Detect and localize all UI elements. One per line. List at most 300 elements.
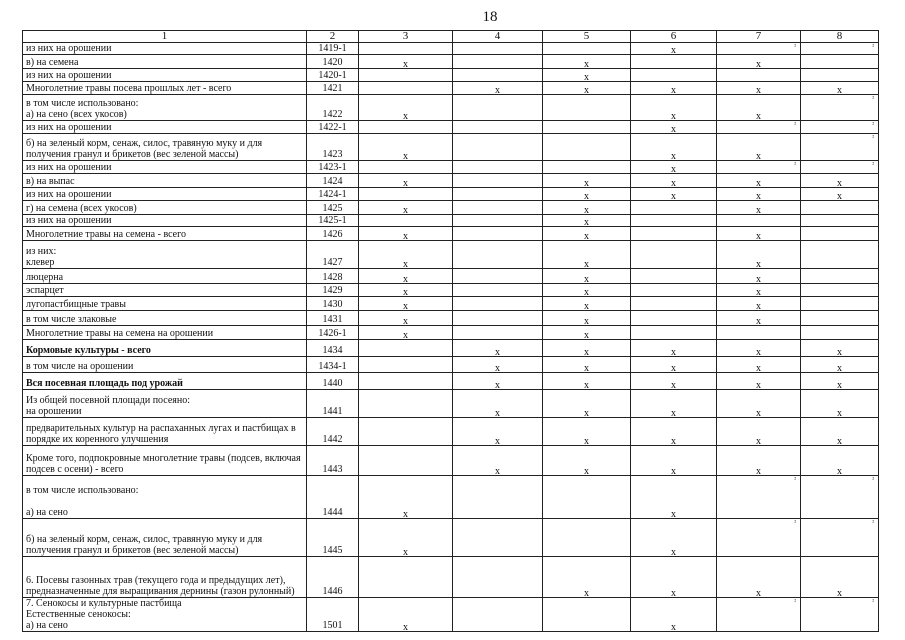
row-name: из них на орошении: [23, 121, 307, 134]
cell-col-6: [631, 161, 717, 174]
x-mark: x: [756, 301, 761, 311]
row-name: б) на зеленый корм, сенаж, силос, травяную муку и для получения гранул и брикетов (вес зеленой массы): [23, 519, 307, 557]
cell-col-3: [359, 121, 453, 134]
cell-col-7: [717, 95, 801, 121]
cell-col-3: [359, 269, 453, 284]
table-row: [23, 357, 879, 373]
row-name: Многолетние травы посева прошлых лет - всего: [23, 82, 307, 95]
row-code: 1421: [307, 82, 359, 95]
table-row: [23, 55, 879, 69]
x-mark: x: [495, 436, 500, 446]
column-header: 8: [801, 31, 879, 43]
x-mark: x: [837, 347, 842, 357]
cell-col-8: [801, 43, 879, 55]
x-mark: x: [403, 178, 408, 188]
row-code: 1431: [307, 311, 359, 326]
row-name: Многолетние травы на семена - всего: [23, 227, 307, 241]
row-name: из них: клевер: [23, 241, 307, 269]
cell-col-5: [543, 95, 631, 121]
cell-col-7: [717, 390, 801, 418]
header-row: [23, 31, 879, 43]
cell-col-3: [359, 82, 453, 95]
x-mark: x: [837, 380, 842, 390]
x-mark: x: [584, 466, 589, 476]
cell-col-8: [801, 188, 879, 201]
x-mark: x: [584, 85, 589, 95]
x-mark: x: [584, 287, 589, 297]
cell-col-4: [453, 55, 543, 69]
row-name: в том числе на орошении: [23, 357, 307, 373]
cell-col-8: [801, 95, 879, 121]
cell-col-7: [717, 201, 801, 215]
x-mark: x: [584, 217, 589, 227]
row-name: предварительных культур на распаханных лугах и пастбищах в порядке их коренного улучшения: [23, 418, 307, 446]
cell-col-7: [717, 188, 801, 201]
row-code: 1429: [307, 284, 359, 297]
cell-col-7: [717, 373, 801, 390]
table-row: [23, 519, 879, 557]
cell-col-4: [453, 598, 543, 632]
cell-col-6: [631, 598, 717, 632]
x-mark: x: [671, 622, 676, 632]
cell-col-5: [543, 418, 631, 446]
cell-col-6: [631, 557, 717, 598]
x-mark: x: [584, 301, 589, 311]
row-name: Многолетние травы на семена на орошении: [23, 326, 307, 340]
cell-col-7: [717, 326, 801, 340]
cell-col-7: [717, 269, 801, 284]
x-mark: x: [584, 178, 589, 188]
footnote-mark: ²: [872, 122, 874, 128]
x-mark: x: [671, 164, 676, 174]
row-code: 1423: [307, 134, 359, 161]
cell-col-3: [359, 161, 453, 174]
cell-col-4: [453, 446, 543, 476]
footnote-mark: ²: [872, 520, 874, 526]
cell-col-7: [717, 241, 801, 269]
cell-col-5: [543, 121, 631, 134]
cell-col-4: [453, 188, 543, 201]
x-mark: x: [495, 380, 500, 390]
cell-col-7: [717, 357, 801, 373]
x-mark: x: [756, 191, 761, 201]
column-header: 4: [453, 31, 543, 43]
table-row: [23, 227, 879, 241]
x-mark: x: [495, 408, 500, 418]
cell-col-4: [453, 476, 543, 519]
table-row: [23, 269, 879, 284]
cell-col-5: [543, 134, 631, 161]
x-mark: x: [756, 466, 761, 476]
x-mark: x: [671, 85, 676, 95]
cell-col-5: [543, 284, 631, 297]
cell-col-8: [801, 357, 879, 373]
cell-col-4: [453, 43, 543, 55]
x-mark: x: [756, 259, 761, 269]
cell-col-6: [631, 446, 717, 476]
cell-col-7: [717, 476, 801, 519]
cell-col-4: [453, 241, 543, 269]
cell-col-3: [359, 418, 453, 446]
cell-col-4: [453, 121, 543, 134]
x-mark: x: [403, 274, 408, 284]
x-mark: x: [756, 380, 761, 390]
row-code: 1422-1: [307, 121, 359, 134]
footnote-mark: ²: [794, 162, 796, 168]
cell-col-8: [801, 476, 879, 519]
cell-col-4: [453, 95, 543, 121]
x-mark: x: [756, 111, 761, 121]
row-code: 1426-1: [307, 326, 359, 340]
table-row: [23, 201, 879, 215]
x-mark: x: [837, 178, 842, 188]
x-mark: x: [403, 301, 408, 311]
cell-col-3: [359, 390, 453, 418]
x-mark: x: [837, 408, 842, 418]
cell-col-8: [801, 598, 879, 632]
cell-col-6: [631, 174, 717, 188]
row-name: люцерна: [23, 269, 307, 284]
row-name: из них на орошении: [23, 188, 307, 201]
x-mark: x: [837, 436, 842, 446]
cell-col-5: [543, 390, 631, 418]
table-row: [23, 161, 879, 174]
row-name: лугопастбищные травы: [23, 297, 307, 311]
column-header: 5: [543, 31, 631, 43]
table-row: [23, 241, 879, 269]
cell-col-4: [453, 311, 543, 326]
x-mark: x: [756, 408, 761, 418]
cell-col-8: [801, 215, 879, 227]
x-mark: x: [756, 85, 761, 95]
cell-col-5: [543, 69, 631, 82]
cell-col-5: [543, 82, 631, 95]
footnote-mark: ²: [872, 599, 874, 605]
table-row: [23, 476, 879, 519]
cell-col-7: [717, 297, 801, 311]
column-header: 1: [23, 31, 307, 43]
cell-col-6: [631, 134, 717, 161]
cell-col-6: [631, 326, 717, 340]
x-mark: x: [671, 466, 676, 476]
cell-col-6: [631, 95, 717, 121]
cell-col-7: [717, 43, 801, 55]
cell-col-5: [543, 43, 631, 55]
cell-col-6: [631, 241, 717, 269]
row-code: 1424-1: [307, 188, 359, 201]
x-mark: x: [403, 622, 408, 632]
cell-col-6: [631, 269, 717, 284]
cell-col-5: [543, 446, 631, 476]
x-mark: x: [756, 151, 761, 161]
x-mark: x: [671, 45, 676, 55]
cell-col-3: [359, 134, 453, 161]
table-row: [23, 188, 879, 201]
table-row: [23, 340, 879, 357]
footnote-mark: ²: [872, 135, 874, 141]
cell-col-5: [543, 227, 631, 241]
cell-col-6: [631, 311, 717, 326]
table-row: [23, 598, 879, 632]
cell-col-4: [453, 284, 543, 297]
x-mark: x: [403, 151, 408, 161]
table-row: [23, 95, 879, 121]
cell-col-6: [631, 284, 717, 297]
x-mark: x: [756, 436, 761, 446]
x-mark: x: [837, 363, 842, 373]
table-row: [23, 311, 879, 326]
table-row: [23, 557, 879, 598]
x-mark: x: [495, 347, 500, 357]
table-row: [23, 134, 879, 161]
x-mark: x: [584, 59, 589, 69]
cell-col-7: [717, 55, 801, 69]
x-mark: x: [495, 363, 500, 373]
row-code: 1425: [307, 201, 359, 215]
column-header: 7: [717, 31, 801, 43]
row-code: 1434-1: [307, 357, 359, 373]
x-mark: x: [584, 231, 589, 241]
x-mark: x: [584, 436, 589, 446]
cell-col-4: [453, 326, 543, 340]
footnote-mark: ²: [794, 599, 796, 605]
row-name: из них на орошении: [23, 43, 307, 55]
table-row: [23, 174, 879, 188]
cell-col-8: [801, 326, 879, 340]
row-code: 1446: [307, 557, 359, 598]
cell-col-4: [453, 227, 543, 241]
cell-col-3: [359, 215, 453, 227]
cell-col-7: [717, 311, 801, 326]
x-mark: x: [403, 111, 408, 121]
footnote-mark: ²: [794, 122, 796, 128]
cell-col-5: [543, 188, 631, 201]
cell-col-8: [801, 201, 879, 215]
row-name: б) на зеленый корм, сенаж, силос, травяную муку и для получения гранул и брикетов (вес зеленой массы): [23, 134, 307, 161]
cell-col-4: [453, 69, 543, 82]
cell-col-7: [717, 215, 801, 227]
table-row: [23, 446, 879, 476]
cell-col-3: [359, 373, 453, 390]
cell-col-8: [801, 446, 879, 476]
table-row: [23, 390, 879, 418]
x-mark: x: [671, 380, 676, 390]
x-mark: x: [403, 205, 408, 215]
cell-col-7: [717, 598, 801, 632]
cell-col-3: [359, 69, 453, 82]
x-mark: x: [495, 466, 500, 476]
cell-col-3: [359, 519, 453, 557]
x-mark: x: [495, 85, 500, 95]
x-mark: x: [671, 509, 676, 519]
cell-col-5: [543, 161, 631, 174]
table-row: [23, 297, 879, 311]
cell-col-6: [631, 297, 717, 311]
cell-col-8: [801, 121, 879, 134]
cell-col-6: [631, 357, 717, 373]
table-row: [23, 326, 879, 340]
table-row: [23, 69, 879, 82]
cell-col-5: [543, 241, 631, 269]
footnote-mark: ²: [872, 44, 874, 50]
cell-col-7: [717, 121, 801, 134]
x-mark: x: [756, 316, 761, 326]
x-mark: x: [584, 316, 589, 326]
cell-col-3: [359, 43, 453, 55]
cell-col-8: [801, 418, 879, 446]
x-mark: x: [671, 178, 676, 188]
cell-col-6: [631, 476, 717, 519]
x-mark: x: [403, 316, 408, 326]
x-mark: x: [584, 259, 589, 269]
cell-col-5: [543, 297, 631, 311]
x-mark: x: [584, 408, 589, 418]
cell-col-8: [801, 284, 879, 297]
cell-col-8: [801, 311, 879, 326]
row-name: г) на семена (всех укосов): [23, 201, 307, 215]
cell-col-6: [631, 373, 717, 390]
table-row: [23, 82, 879, 95]
x-mark: x: [584, 205, 589, 215]
column-header: 3: [359, 31, 453, 43]
cell-col-8: [801, 557, 879, 598]
cell-col-6: [631, 340, 717, 357]
cell-col-5: [543, 174, 631, 188]
cell-col-6: [631, 69, 717, 82]
cell-col-3: [359, 188, 453, 201]
cell-col-4: [453, 519, 543, 557]
row-name: из них на орошении: [23, 215, 307, 227]
cell-col-5: [543, 269, 631, 284]
cell-col-6: [631, 55, 717, 69]
x-mark: x: [584, 380, 589, 390]
cell-col-6: [631, 82, 717, 95]
cell-col-7: [717, 284, 801, 297]
x-mark: x: [837, 588, 842, 598]
x-mark: x: [671, 151, 676, 161]
cell-col-6: [631, 390, 717, 418]
cell-col-7: [717, 446, 801, 476]
x-mark: x: [671, 547, 676, 557]
cell-col-7: [717, 174, 801, 188]
x-mark: x: [837, 191, 842, 201]
cell-col-8: [801, 134, 879, 161]
cell-col-3: [359, 201, 453, 215]
row-name: в том числе использовано: а) на сено: [23, 476, 307, 519]
x-mark: x: [671, 588, 676, 598]
row-name: Кормовые культуры - всего: [23, 340, 307, 357]
row-code: 1422: [307, 95, 359, 121]
cell-col-7: [717, 418, 801, 446]
cell-col-8: [801, 390, 879, 418]
cell-col-6: [631, 43, 717, 55]
cell-col-3: [359, 241, 453, 269]
cell-col-3: [359, 55, 453, 69]
cell-col-5: [543, 373, 631, 390]
cell-col-5: [543, 201, 631, 215]
x-mark: x: [403, 231, 408, 241]
cell-col-5: [543, 215, 631, 227]
footnote-mark: ²: [794, 520, 796, 526]
row-name: Кроме того, подпокровные многолетние травы (подсев, включая подсев с осени) - всего: [23, 446, 307, 476]
cell-col-6: [631, 519, 717, 557]
x-mark: x: [756, 205, 761, 215]
cell-col-3: [359, 557, 453, 598]
x-mark: x: [756, 287, 761, 297]
cell-col-3: [359, 227, 453, 241]
x-mark: x: [584, 588, 589, 598]
cell-col-7: [717, 340, 801, 357]
cell-col-3: [359, 598, 453, 632]
cell-col-7: [717, 557, 801, 598]
cell-col-8: [801, 373, 879, 390]
row-name: в) на выпас: [23, 174, 307, 188]
cell-col-3: [359, 95, 453, 121]
cell-col-5: [543, 557, 631, 598]
row-code: 1430: [307, 297, 359, 311]
x-mark: x: [584, 363, 589, 373]
row-code: 1425-1: [307, 215, 359, 227]
cell-col-4: [453, 373, 543, 390]
row-name: из них на орошении: [23, 161, 307, 174]
cell-col-5: [543, 326, 631, 340]
cell-col-6: [631, 121, 717, 134]
x-mark: x: [671, 363, 676, 373]
cell-col-3: [359, 446, 453, 476]
table-row: [23, 43, 879, 55]
table-row: [23, 418, 879, 446]
x-mark: x: [584, 347, 589, 357]
row-code: 1420: [307, 55, 359, 69]
row-code: 1419-1: [307, 43, 359, 55]
column-header: 2: [307, 31, 359, 43]
row-code: 1440: [307, 373, 359, 390]
row-code: 1441: [307, 390, 359, 418]
cell-col-4: [453, 134, 543, 161]
row-name: Из общей посевной площади посеяно: на орошении: [23, 390, 307, 418]
row-name: в том числе использовано: а) на сено (всех укосов): [23, 95, 307, 121]
cell-col-8: [801, 241, 879, 269]
cell-col-4: [453, 201, 543, 215]
footnote-mark: ²: [872, 162, 874, 168]
cell-col-4: [453, 390, 543, 418]
x-mark: x: [756, 363, 761, 373]
row-code: 1423-1: [307, 161, 359, 174]
cell-col-5: [543, 598, 631, 632]
cell-col-3: [359, 297, 453, 311]
cell-col-5: [543, 311, 631, 326]
row-name: Вся посевная площадь под урожай: [23, 373, 307, 390]
row-code: 1445: [307, 519, 359, 557]
cell-col-8: [801, 227, 879, 241]
cell-col-4: [453, 357, 543, 373]
row-code: 1420-1: [307, 69, 359, 82]
cell-col-8: [801, 55, 879, 69]
x-mark: x: [837, 85, 842, 95]
x-mark: x: [584, 72, 589, 82]
cell-col-3: [359, 326, 453, 340]
x-mark: x: [403, 547, 408, 557]
row-name: эспарцет: [23, 284, 307, 297]
cell-col-4: [453, 161, 543, 174]
row-code: 1424: [307, 174, 359, 188]
x-mark: x: [671, 111, 676, 121]
cell-col-6: [631, 227, 717, 241]
row-code: 1501: [307, 598, 359, 632]
cell-col-4: [453, 340, 543, 357]
cell-col-8: [801, 82, 879, 95]
row-code: 1434: [307, 340, 359, 357]
